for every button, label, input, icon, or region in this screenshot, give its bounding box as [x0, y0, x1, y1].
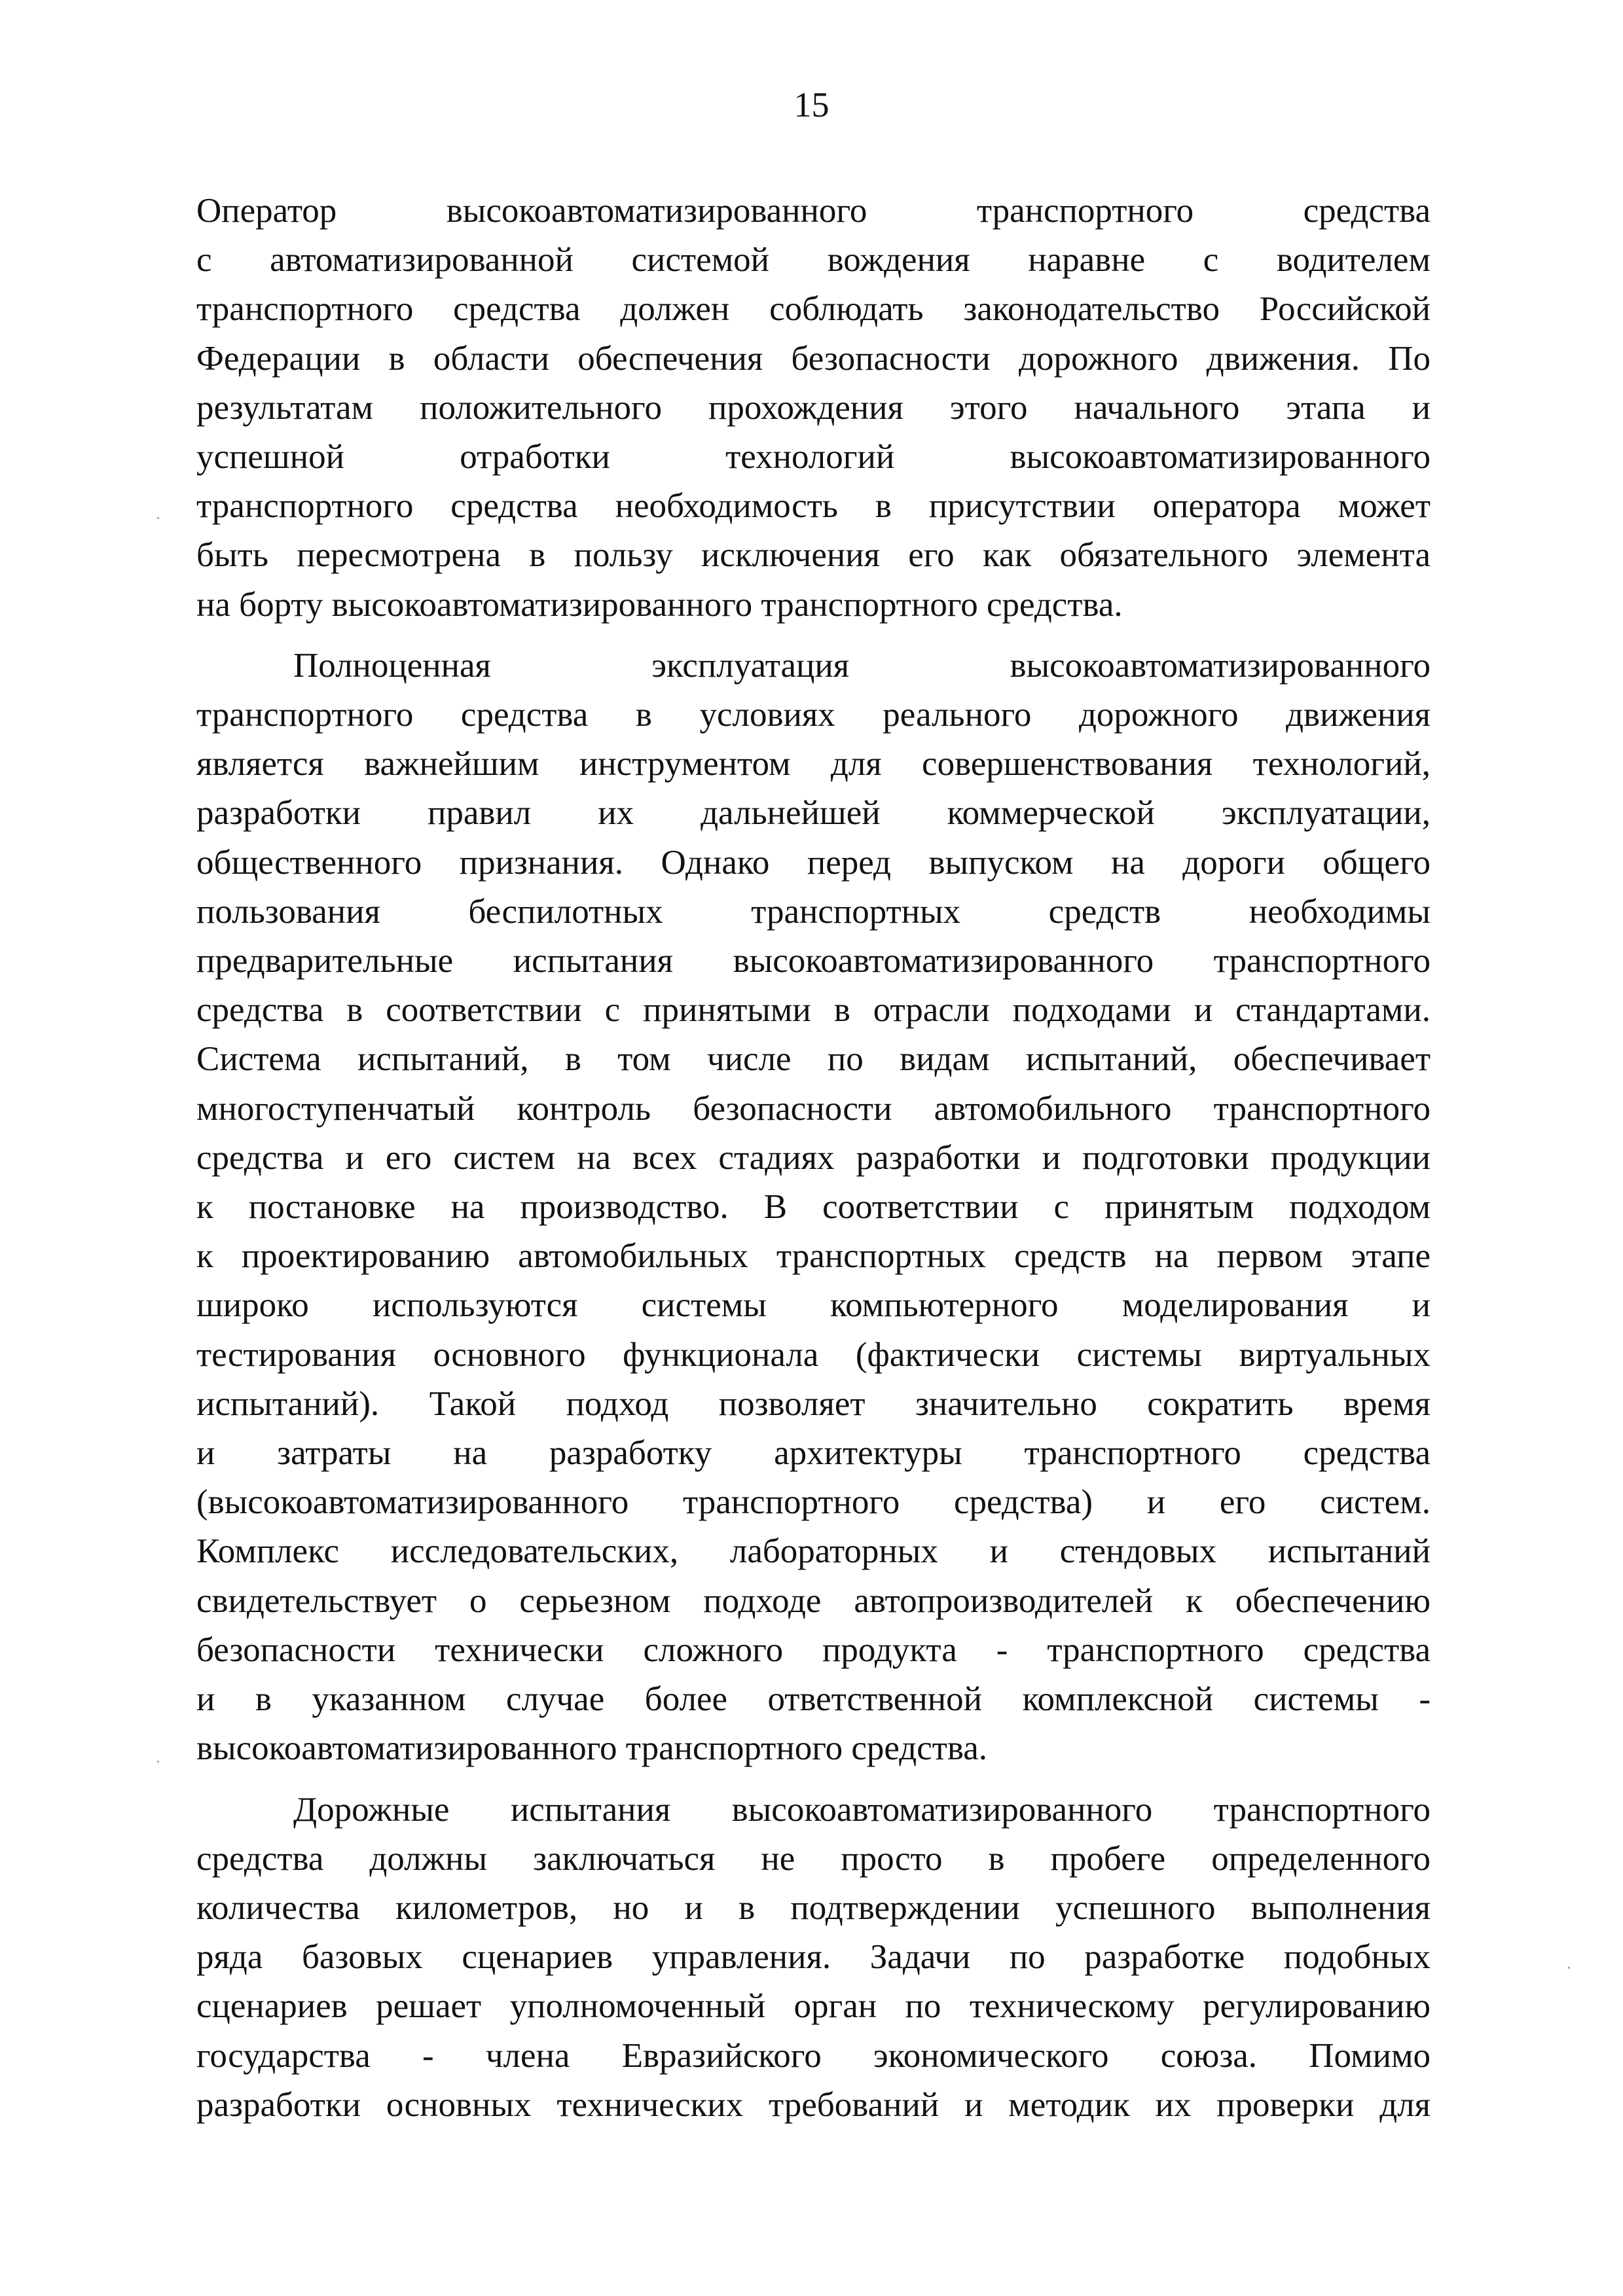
text-line: с автоматизированной системой вождения наравне с водителем	[196, 241, 1431, 279]
text-line: успешной отработки технологий высокоавтоматизированного	[196, 438, 1431, 476]
text-line: Система испытаний, в том числе по видам испытаний, обеспечивает	[196, 1040, 1431, 1079]
text-line: государства - члена Евразийского экономического союза. Помимо	[196, 2036, 1431, 2075]
scan-speck	[157, 517, 159, 519]
text-line: транспортного средства необходимость в присутствии оператора может	[196, 487, 1431, 526]
text-line: средства должны заключаться не просто в пробеге определенного	[196, 1839, 1431, 1878]
text-line: средства и его систем на всех стадиях разработки и подготовки продукции	[196, 1138, 1431, 1177]
paragraph-road-tests	[196, 1785, 1431, 2130]
paragraph-gap	[196, 1774, 1431, 1785]
text-line: к постановке на производство. В соответствии с принятым подходом	[196, 1188, 1431, 1227]
text-line: на борту высокоавтоматизированного транспортного средства.	[196, 585, 1123, 624]
text-line: многоступенчатый контроль безопасности автомобильного транспортного	[196, 1089, 1431, 1128]
text-line: средства в соответствии с принятыми в отрасли подходами и стандартами.	[196, 991, 1431, 1030]
text-line: и затраты на разработку архитектуры транспортного средства	[196, 1434, 1431, 1473]
text-line: широко используются системы компьютерного моделирования и	[196, 1286, 1431, 1325]
scan-speck	[1568, 1967, 1570, 1969]
text-line: быть пересмотрена в пользу исключения его как обязательного элемента	[196, 536, 1431, 575]
text-line: предварительные испытания высокоавтоматизированного транспортного	[196, 942, 1431, 980]
body-text	[196, 187, 1431, 2130]
text-line: испытаний). Такой подход позволяет значительно сократить время	[196, 1384, 1431, 1423]
text-line: является важнейшим инструментом для совершенствования технологий,	[196, 745, 1431, 783]
paragraph-operation	[196, 641, 1431, 1774]
text-line: количества километров, но и в подтверждении успешного выполнения	[196, 1888, 1431, 1927]
text-line: результатам положительного прохождения этого начального этапа и	[196, 388, 1431, 427]
text-line: высокоавтоматизированного транспортного средства.	[196, 1729, 987, 1768]
text-line: к проектированию автомобильных транспортных средств на первом этапе	[196, 1237, 1431, 1276]
text-line: Полноценная эксплуатация высокоавтоматизированного	[293, 646, 1431, 685]
text-line: ряда базовых сценариев управления. Задачи по разработке подобных	[196, 1938, 1431, 1977]
text-line: Федерации в области обеспечения безопасности дорожного движения. По	[196, 339, 1431, 378]
text-line: общественного признания. Однако перед выпуском на дороги общего	[196, 843, 1431, 882]
text-line: Комплекс исследовательских, лабораторных и стендовых испытаний	[196, 1532, 1431, 1571]
text-line: Дорожные испытания высокоавтоматизированного транспортного	[293, 1790, 1431, 1829]
text-line: Оператор высокоавтоматизированного транспортного средства	[196, 192, 1431, 230]
text-line: пользования беспилотных транспортных средств необходимы	[196, 892, 1431, 931]
text-line: (высокоавтоматизированного транспортного средства) и его систем.	[196, 1483, 1431, 1522]
text-line: транспортного средства должен соблюдать законодательство Российской	[196, 290, 1431, 329]
page-number: 15	[793, 85, 830, 124]
text-line: разработки правил их дальнейшей коммерческой эксплуатации,	[196, 794, 1431, 833]
paragraph-operator	[196, 187, 1431, 630]
text-line: безопасности технически сложного продукта - транспортного средства	[196, 1630, 1431, 1669]
text-line: сценариев решает уполномоченный орган по техническому регулированию	[196, 1987, 1431, 2026]
text-line: тестирования основного функционала (фактически системы виртуальных	[196, 1335, 1431, 1374]
scan-speck	[157, 1761, 159, 1763]
text-line: разработки основных технических требований и методик их проверки для	[196, 2085, 1431, 2124]
text-line: свидетельствует о серьезном подходе автопроизводителей к обеспечению	[196, 1581, 1431, 1620]
paragraph-gap	[196, 630, 1431, 641]
text-line: транспортного средства в условиях реального дорожного движения	[196, 696, 1431, 734]
text-line: и в указанном случае более ответственной комплексной системы -	[196, 1680, 1431, 1719]
